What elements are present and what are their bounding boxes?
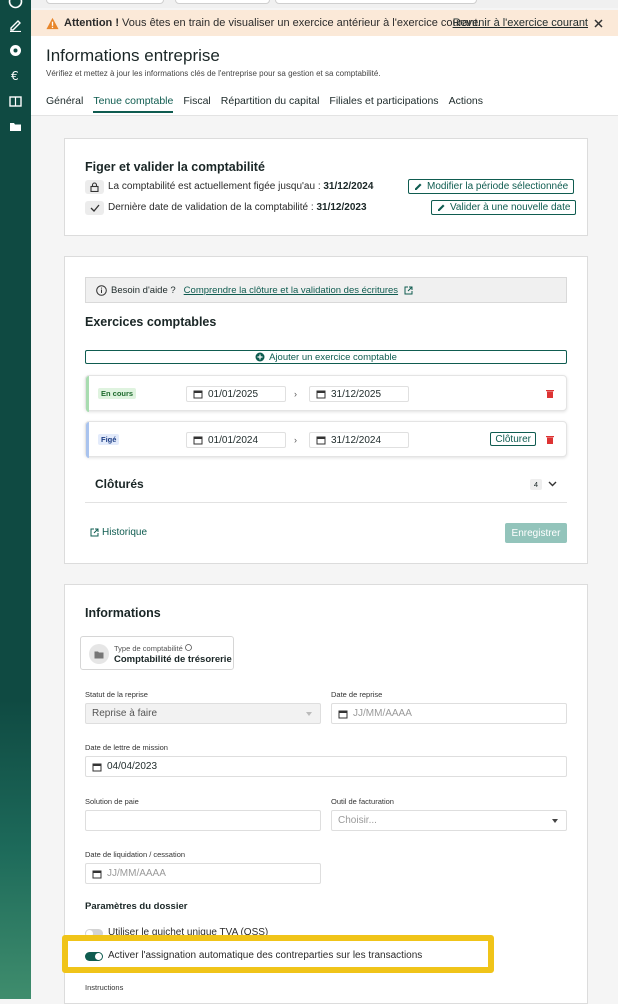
pencil-icon bbox=[437, 203, 446, 212]
check-icon bbox=[85, 201, 104, 215]
informations-title: Informations bbox=[85, 606, 161, 620]
params-title: Paramètres du dossier bbox=[85, 901, 188, 912]
chart-circle-icon[interactable] bbox=[7, 42, 23, 58]
folder-icon bbox=[89, 644, 109, 664]
top-select-1[interactable] bbox=[46, 0, 164, 4]
lettre-date-input[interactable] bbox=[85, 756, 567, 777]
lettre-label: Date de lettre de mission bbox=[85, 743, 168, 752]
tab-repartition-capital[interactable]: Répartition du capital bbox=[220, 95, 320, 107]
logo-icon[interactable] bbox=[7, 0, 23, 9]
calendar-icon bbox=[92, 869, 102, 879]
external-link-icon[interactable] bbox=[404, 286, 413, 295]
end-date-input[interactable] bbox=[309, 386, 409, 402]
info-icon bbox=[96, 285, 107, 296]
instructions-label: Instructions bbox=[85, 983, 124, 992]
warning-icon bbox=[46, 17, 59, 30]
start-date-input[interactable] bbox=[186, 386, 286, 402]
euro-icon[interactable] bbox=[7, 67, 23, 83]
closed-section-toggle[interactable]: Clôturés bbox=[95, 477, 144, 491]
add-exercice-button[interactable] bbox=[85, 350, 567, 364]
date-reprise-label: Date de reprise bbox=[331, 690, 383, 699]
accounting-type-label bbox=[114, 644, 192, 653]
end-date-value: 31/12/2025 bbox=[331, 388, 382, 400]
trash-icon[interactable] bbox=[546, 435, 554, 444]
status-bar bbox=[86, 376, 89, 412]
start-date-input[interactable] bbox=[186, 432, 286, 448]
validate-new-date-label: Valider à une nouvelle date bbox=[450, 202, 571, 213]
pencil-icon bbox=[414, 182, 423, 191]
external-link-icon bbox=[90, 528, 99, 537]
top-toolbar bbox=[31, 0, 618, 8]
end-date-value: 31/12/2024 bbox=[331, 434, 382, 446]
chevron-down-icon bbox=[552, 819, 558, 823]
calendar-icon bbox=[316, 389, 326, 399]
toggle-knob bbox=[86, 930, 93, 937]
modify-period-button[interactable] bbox=[408, 179, 574, 194]
exercice-row bbox=[85, 421, 567, 457]
lettre-date-value: 04/04/2023 bbox=[107, 761, 158, 772]
cloturer-button[interactable]: Clôturer bbox=[490, 432, 536, 446]
help-text: Besoin d'aide ? bbox=[111, 284, 176, 296]
chevron-down-icon bbox=[306, 712, 312, 716]
last-validation-label: Dernière date de validation de la comptabilité : bbox=[108, 202, 314, 213]
exercice-row bbox=[85, 375, 567, 411]
liquidation-label: Date de liquidation / cessation bbox=[85, 850, 186, 859]
warning-banner bbox=[31, 10, 618, 36]
figer-title: Figer et valider la comptabilité bbox=[85, 160, 265, 174]
sidebar bbox=[0, 0, 31, 999]
add-exercice-label: Ajouter un exercice comptable bbox=[269, 351, 397, 363]
calendar-icon bbox=[193, 435, 203, 445]
liquidation-date-input[interactable] bbox=[85, 863, 321, 884]
back-to-current-link[interactable]: Revenir à l'exercice courant bbox=[452, 17, 588, 29]
warning-text: Vous êtes en train de visualiser un exercice antérieur à l'exercice courant. bbox=[122, 17, 481, 29]
history-label: Historique bbox=[102, 527, 148, 538]
accounting-type-label-text: Type de comptabilité bbox=[114, 644, 183, 653]
chevron-down-icon[interactable] bbox=[548, 481, 557, 487]
page-subtitle: Vérifiez et mettez à jour les informations clés de l'entreprise pour sa gestion et sa comptabilité. bbox=[46, 69, 381, 78]
status-badge: En cours bbox=[98, 388, 136, 399]
informations-card bbox=[64, 584, 588, 1004]
start-date-value: 01/01/2025 bbox=[208, 388, 259, 400]
page-title: Informations entreprise bbox=[46, 46, 220, 65]
arrow-right-icon: › bbox=[294, 435, 297, 445]
calendar-icon bbox=[193, 389, 203, 399]
status-badge: Figé bbox=[98, 434, 119, 445]
exercices-card bbox=[64, 256, 588, 564]
closed-count-badge: 4 bbox=[530, 479, 542, 490]
plus-circle-icon bbox=[255, 352, 265, 362]
frozen-until-text bbox=[108, 181, 373, 192]
auto-assign-toggle[interactable] bbox=[85, 952, 103, 961]
toggle-knob bbox=[95, 953, 102, 960]
top-select-2[interactable] bbox=[175, 0, 270, 4]
folder-icon[interactable] bbox=[7, 118, 23, 134]
page-header bbox=[31, 36, 618, 116]
calendar-icon bbox=[92, 762, 102, 772]
status-bar bbox=[86, 422, 89, 458]
statut-value: Reprise à faire bbox=[92, 708, 158, 719]
validate-new-date-button[interactable] bbox=[431, 200, 576, 215]
book-icon[interactable] bbox=[7, 93, 23, 109]
frozen-until-date: 31/12/2024 bbox=[323, 181, 374, 192]
figer-card bbox=[64, 138, 588, 236]
last-validation-text bbox=[108, 202, 367, 213]
tab-general[interactable]: Général bbox=[46, 95, 84, 107]
liquidation-placeholder: JJ/MM/AAAA bbox=[107, 868, 166, 879]
tab-fiscal[interactable]: Fiscal bbox=[183, 95, 211, 107]
save-button[interactable]: Enregistrer bbox=[505, 523, 567, 543]
exercices-title: Exercices comptables bbox=[85, 315, 217, 329]
history-link[interactable] bbox=[90, 527, 147, 538]
oss-toggle[interactable] bbox=[85, 929, 103, 938]
date-reprise-input[interactable] bbox=[331, 703, 567, 724]
warning-message bbox=[64, 17, 481, 29]
statut-select[interactable] bbox=[85, 703, 321, 724]
paie-label: Solution de paie bbox=[85, 797, 139, 806]
svg-text:€: € bbox=[10, 68, 19, 82]
auto-assign-label: Activer l'assignation automatique des contreparties sur les transactions bbox=[108, 950, 423, 961]
close-icon[interactable] bbox=[594, 19, 603, 28]
warning-strong: Attention ! bbox=[64, 17, 119, 29]
statut-label: Statut de la reprise bbox=[85, 690, 148, 699]
help-banner bbox=[85, 277, 567, 303]
info-icon[interactable] bbox=[185, 644, 192, 651]
tab-filiales[interactable]: Filiales et participations bbox=[329, 95, 439, 107]
main-area bbox=[31, 0, 618, 999]
lock-icon bbox=[85, 180, 104, 194]
tab-bar bbox=[46, 95, 493, 113]
accounting-type-box bbox=[80, 636, 234, 670]
last-validation-date: 31/12/2023 bbox=[316, 202, 367, 213]
modify-period-label: Modifier la période sélectionnée bbox=[427, 181, 569, 192]
facturation-placeholder: Choisir... bbox=[338, 815, 377, 826]
date-reprise-placeholder: JJ/MM/AAAA bbox=[353, 708, 412, 719]
end-date-input[interactable] bbox=[309, 432, 409, 448]
facturation-select[interactable] bbox=[331, 810, 567, 831]
start-date-value: 01/01/2024 bbox=[208, 434, 259, 446]
help-link[interactable]: Comprendre la clôture et la validation des écritures bbox=[183, 284, 399, 296]
tab-actions[interactable]: Actions bbox=[448, 95, 483, 107]
accounting-type-value: Comptabilité de trésorerie bbox=[114, 654, 232, 665]
oss-label: Utiliser le guichet unique TVA (OSS) bbox=[108, 927, 269, 938]
pencil-icon[interactable] bbox=[7, 17, 23, 33]
frozen-until-label: La comptabilité est actuellement figée jusqu'au : bbox=[108, 181, 321, 192]
paie-input[interactable] bbox=[85, 810, 321, 831]
tab-tenue-comptable[interactable]: Tenue comptable bbox=[93, 95, 173, 113]
arrow-right-icon: › bbox=[294, 389, 297, 399]
trash-icon[interactable] bbox=[546, 389, 554, 398]
calendar-icon bbox=[338, 709, 348, 719]
calendar-icon bbox=[316, 435, 326, 445]
divider bbox=[85, 502, 567, 503]
facturation-label: Outil de facturation bbox=[331, 797, 394, 806]
top-select-3[interactable] bbox=[275, 0, 477, 4]
